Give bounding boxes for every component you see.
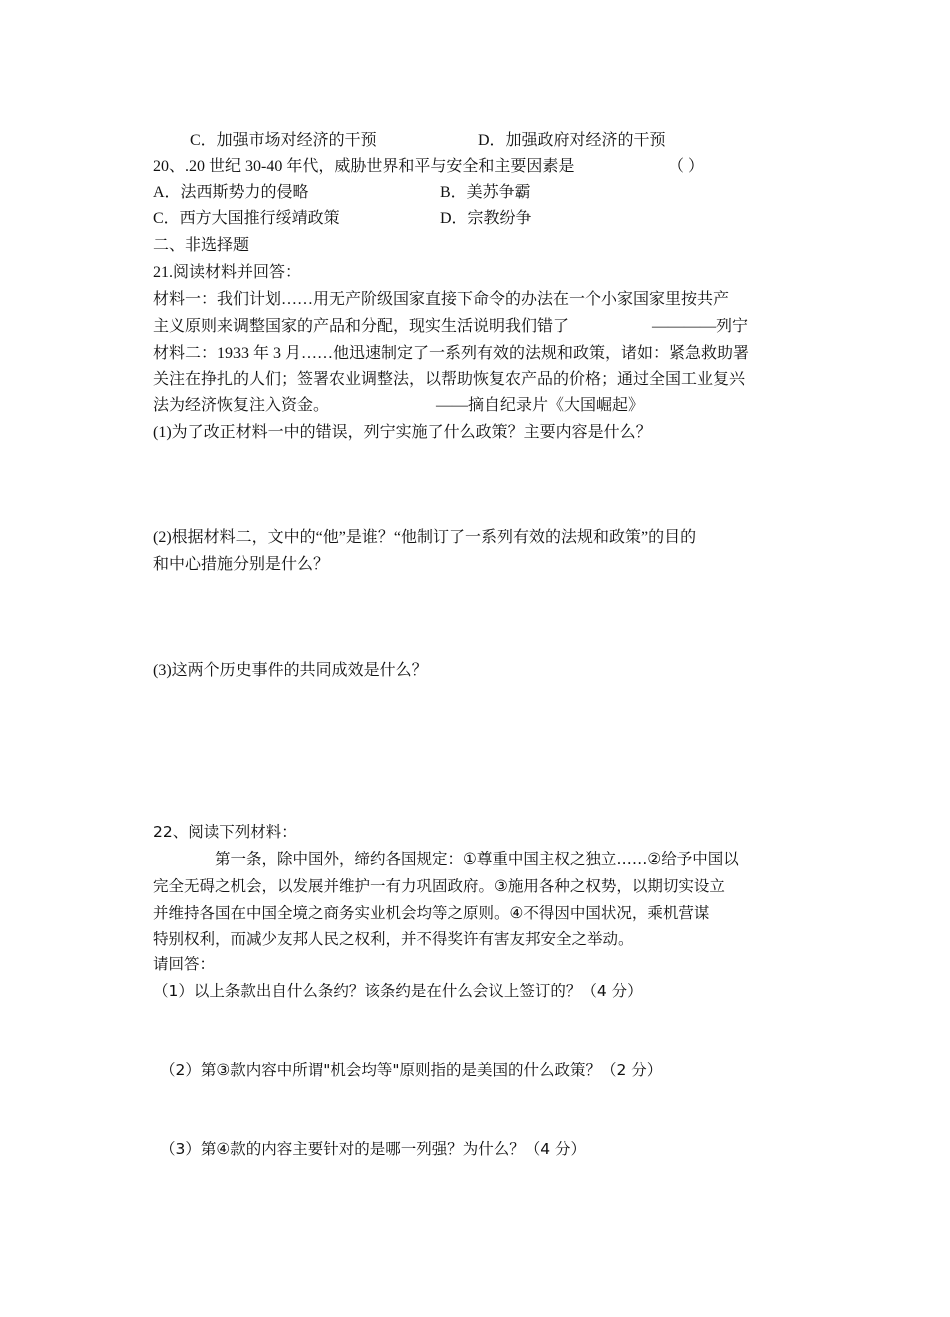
q21-material2-line2: 关注在挣扎的人们；签署农业调整法，以帮助恢复农产品的价格；通过全国工业复兴	[153, 371, 746, 388]
q20-option-b: B．美苏争霸	[440, 184, 531, 201]
q21-stem: 21.阅读材料并回答：	[153, 264, 302, 281]
q22-material-line1: 第一条，除中国外，缔约各国规定：①尊重中国主权之独立……②给予中国以	[215, 850, 739, 868]
q21-material2-line1: 材料二：1933 年 3 月……他迅速制定了一系列有效的法规和政策，诸如：紧急救助署	[153, 345, 750, 362]
q20-stem: 20、.20 世纪 30-40 年代，威胁世界和平与安全和主要因素是	[153, 158, 575, 175]
q22-stem: 22、阅读下列材料：	[153, 823, 297, 841]
q22-answer-prompt: 请回答：	[153, 955, 216, 973]
q21-material1-line1: 材料一：我们计划……用无产阶级国家直接下命令的办法在一个小家国家里按共产	[153, 291, 730, 308]
q21-subquestion-3: (3)这两个历史事件的共同成效是什么？	[153, 662, 428, 679]
q22-subquestion-2: （2）第③款内容中所谓"机会均等"原则指的是美国的什么政策？（2 分）	[160, 1061, 663, 1079]
q21-material2-source: ——摘自纪录片《大国崛起》	[436, 397, 645, 414]
q22-material-line2: 完全无碍之机会，以发展并维护一有力巩固政府。③施用各种之权势，以期切实设立	[153, 877, 725, 895]
q22-subquestion-1: （1）以上条款出自什么条约？该条约是在什么会议上签订的？（4 分）	[153, 982, 643, 1000]
q21-subquestion-1: (1)为了改正材料一中的错误，列宁实施了什么政策？主要内容是什么？	[153, 424, 652, 441]
q20-option-a: A．法西斯势力的侵略	[153, 184, 309, 201]
q19-option-c: C．加强市场对经济的干预	[190, 132, 377, 149]
q21-material1-line2: 主义原则来调整国家的产品和分配，现实生活说明我们错了	[153, 318, 570, 335]
q19-option-d: D．加强政府对经济的干预	[478, 132, 666, 149]
q21-subquestion-2-line1: (2)根据材料二，文中的“他”是谁？“他制订了一系列有效的法规和政策”的目的	[153, 529, 697, 546]
q20-answer-bracket: （ ）	[668, 158, 705, 175]
q20-option-c: C．西方大国推行绥靖政策	[153, 210, 340, 227]
q21-material1-source: ————列宁	[652, 318, 749, 335]
section-title: 二、非选择题	[153, 237, 250, 254]
q21-subquestion-2-line2: 和中心措施分别是什么？	[153, 556, 330, 573]
q21-material2-line3: 法为经济恢复注入资金。	[153, 397, 330, 414]
q22-material-line3: 并维持各国在中国全境之商务实业机会均等之原则。④不得因中国状况，乘机营谋	[153, 904, 710, 922]
q20-option-d: D．宗教纷争	[440, 210, 532, 227]
q22-material-line4: 特别权利，而减少友邦人民之权利，并不得奖许有害友邦安全之举动。	[153, 930, 634, 948]
q22-subquestion-3: （3）第④款的内容主要针对的是哪一列强？为什么？（4 分）	[160, 1140, 587, 1158]
